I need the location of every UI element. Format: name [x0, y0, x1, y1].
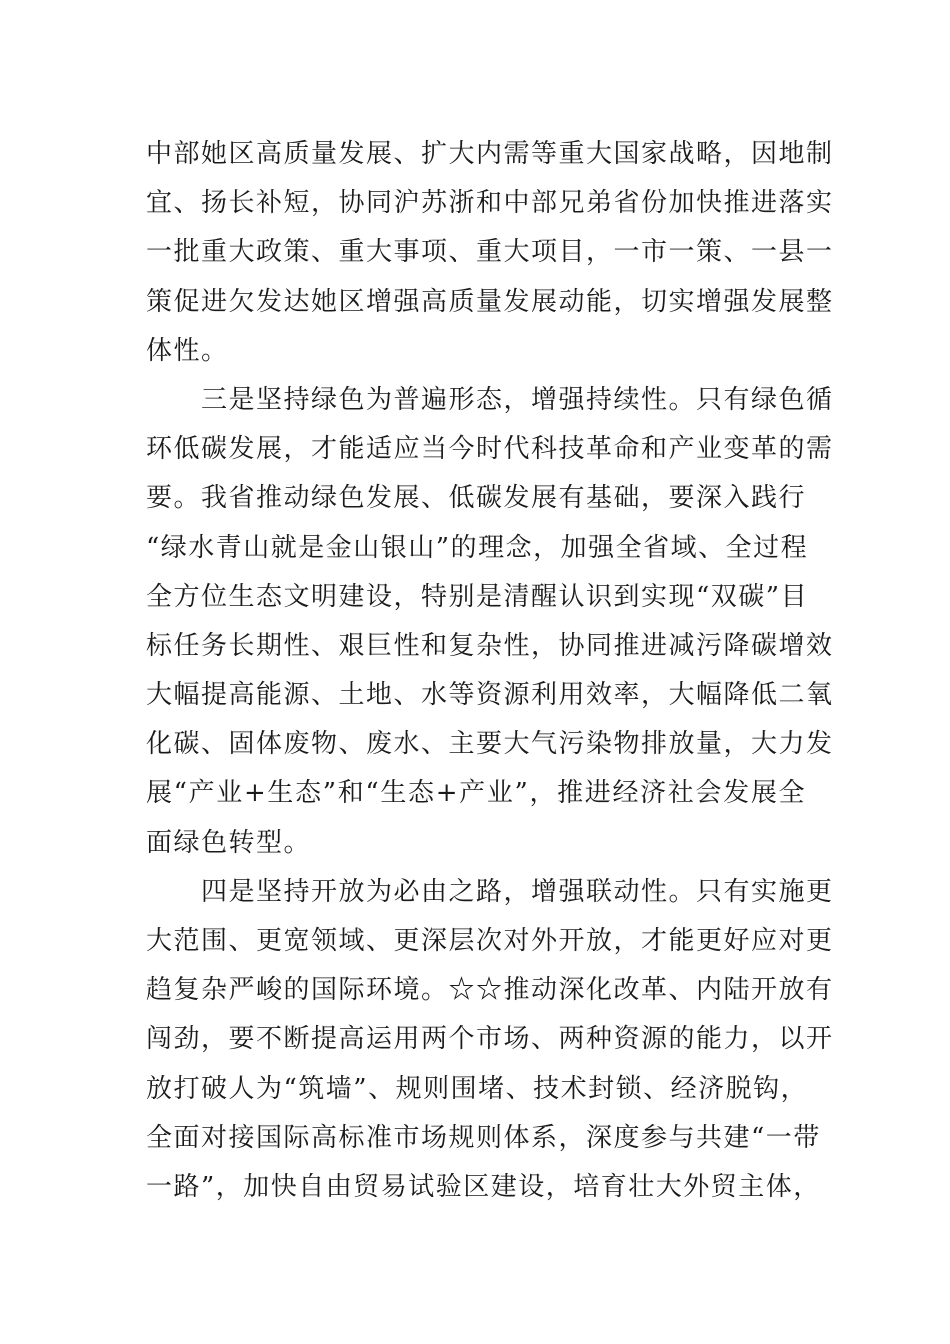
text-line: 趋复杂严峻的国际环境。☆☆推动深化改革、内陆开放有 — [146, 975, 834, 1006]
document-body — [146, 130, 834, 1212]
text-line: 标任务长期性、艰巨性和复杂性，协同推进减污降碳增效 — [146, 630, 834, 661]
text-line: 全方位生态文明建设，特别是清醒认识到实现“双碳”目 — [146, 581, 809, 612]
paragraph-start-line: 三是坚持绿色为普遍形态，增强持续性。只有绿色循 — [201, 384, 834, 415]
text-line: 一批重大政策、重大事项、重大项目，一市一策、一县一 — [146, 237, 834, 268]
text-line: 一路”，加快自由贸易试验区建设，培育壮大外贸主体， — [146, 1171, 821, 1202]
text-line: 宜、扬长补短，协同沪苏浙和中部兄弟省份加快推进落实 — [146, 188, 834, 219]
text-line: 全面对接国际高标准市场规则体系，深度参与共建“一带 — [146, 1122, 821, 1153]
text-line: 环低碳发展，才能适应当今时代科技革命和产业变革的需 — [146, 434, 834, 465]
text-line: 大范围、更宽领域、更深层次对外开放，才能更好应对更 — [146, 926, 834, 956]
text-line: 策促进欠发达她区增强高质量发展动能，切实增强发展整 — [146, 286, 834, 317]
paragraph-start-line: 四是坚持开放为必由之路，增强联动性。只有实施更 — [201, 876, 834, 907]
text-line: “绿水青山就是金山银山”的理念，加强全省域、全过程 — [146, 532, 809, 563]
text-line: 闯劲，要不断提高运用两个市场、两种资源的能力，以开 — [146, 1024, 834, 1055]
text-line: 大幅提高能源、土地、水等资源利用效率，大幅降低二氧 — [146, 680, 834, 711]
text-line: 要。我省推动绿色发展、低碳发展有基础，要深入践行 — [146, 483, 807, 514]
text-line: 中部她区高质量发展、扩大内需等重大国家战略，因地制 — [146, 139, 834, 169]
text-line: 面绿色转型。 — [146, 827, 312, 858]
text-line: 展“产业+生态”和“生态+产业”，推进经济社会发展全 — [146, 778, 806, 809]
text-line: 体性。 — [146, 335, 229, 366]
text-line: 化碳、固体废物、废水、主要大气污染物排放量，大力发 — [146, 729, 834, 760]
text-line: 放打破人为“筑墙”、规则围堵、技术封锁、经济脱钩， — [146, 1073, 809, 1104]
